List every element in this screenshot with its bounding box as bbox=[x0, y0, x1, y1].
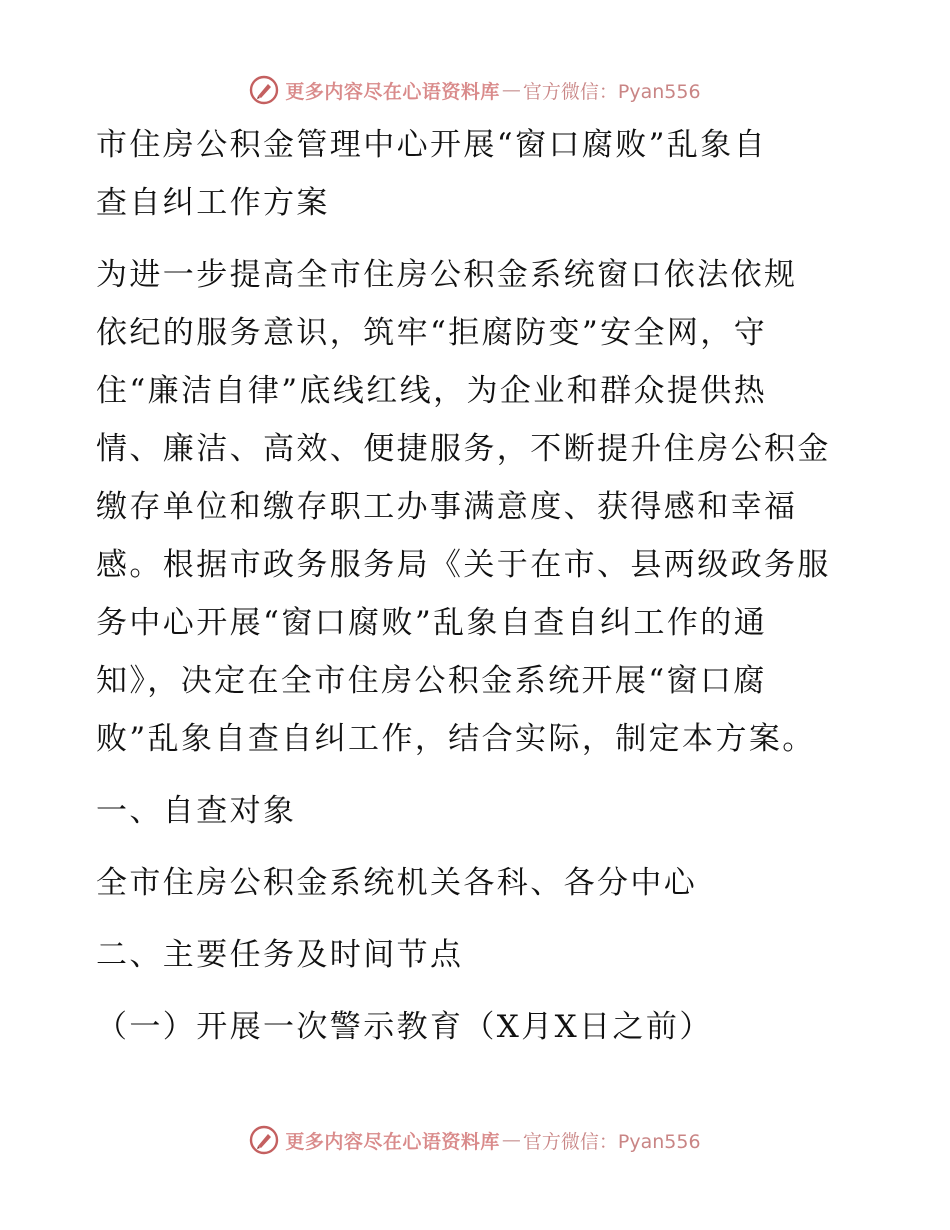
header-watermark-banner bbox=[0, 70, 950, 110]
banner-dash: — bbox=[501, 1129, 521, 1151]
intro-paragraph-line-4: 情、廉洁、高效、便捷服务，不断提升住房公积金 bbox=[96, 431, 831, 467]
intro-paragraph-line-7: 务中心开展“窗口腐败”乱象自查自纠工作的通 bbox=[96, 605, 768, 641]
section-2-heading: 二、主要任务及时间节点 bbox=[96, 937, 464, 973]
banner-dash: — bbox=[501, 79, 521, 101]
section-1-body: 全市住房公积金系统机关各科、各分中心 bbox=[96, 865, 698, 901]
intro-paragraph-line-5: 缴存单位和缴存职工办事满意度、获得感和幸福 bbox=[96, 489, 798, 525]
intro-paragraph-line-1: 为进一步提高全市住房公积金系统窗口依法依规 bbox=[96, 257, 798, 293]
section-2-subheading: （一）开展一次警示教育（X月X日之前） bbox=[96, 1009, 713, 1045]
document-title-line-2: 查自纠工作方案 bbox=[96, 185, 330, 221]
pen-nib-icon bbox=[249, 1125, 279, 1155]
banner-brand-text: 更多内容尽在心语资料库 bbox=[285, 80, 500, 103]
section-1-heading: 一、自查对象 bbox=[96, 793, 297, 829]
banner-wechat-text: 官方微信：Pyan556 bbox=[522, 1130, 701, 1153]
banner-brand-text: 更多内容尽在心语资料库 bbox=[285, 1130, 500, 1153]
intro-paragraph-line-2: 依纪的服务意识，筑牢“拒腐防变”安全网，守 bbox=[96, 315, 768, 351]
intro-paragraph-line-8: 知》，决定在全市住房公积金系统开展“窗口腐 bbox=[96, 663, 767, 699]
footer-watermark-banner bbox=[0, 1120, 950, 1160]
document-title-line-1: 市住房公积金管理中心开展“窗口腐败”乱象自 bbox=[96, 127, 768, 163]
intro-paragraph-line-6: 感。根据市政务服务局《关于在市、县两级政务服 bbox=[96, 547, 831, 583]
pen-nib-icon bbox=[249, 75, 279, 105]
intro-paragraph-line-9: 败”乱象自查自纠工作，结合实际，制定本方案。 bbox=[96, 721, 816, 757]
intro-paragraph-line-3: 住“廉洁自律”底线红线，为企业和群众提供热 bbox=[96, 373, 768, 409]
banner-wechat-text: 官方微信：Pyan556 bbox=[522, 80, 701, 103]
document-body bbox=[96, 116, 866, 1056]
